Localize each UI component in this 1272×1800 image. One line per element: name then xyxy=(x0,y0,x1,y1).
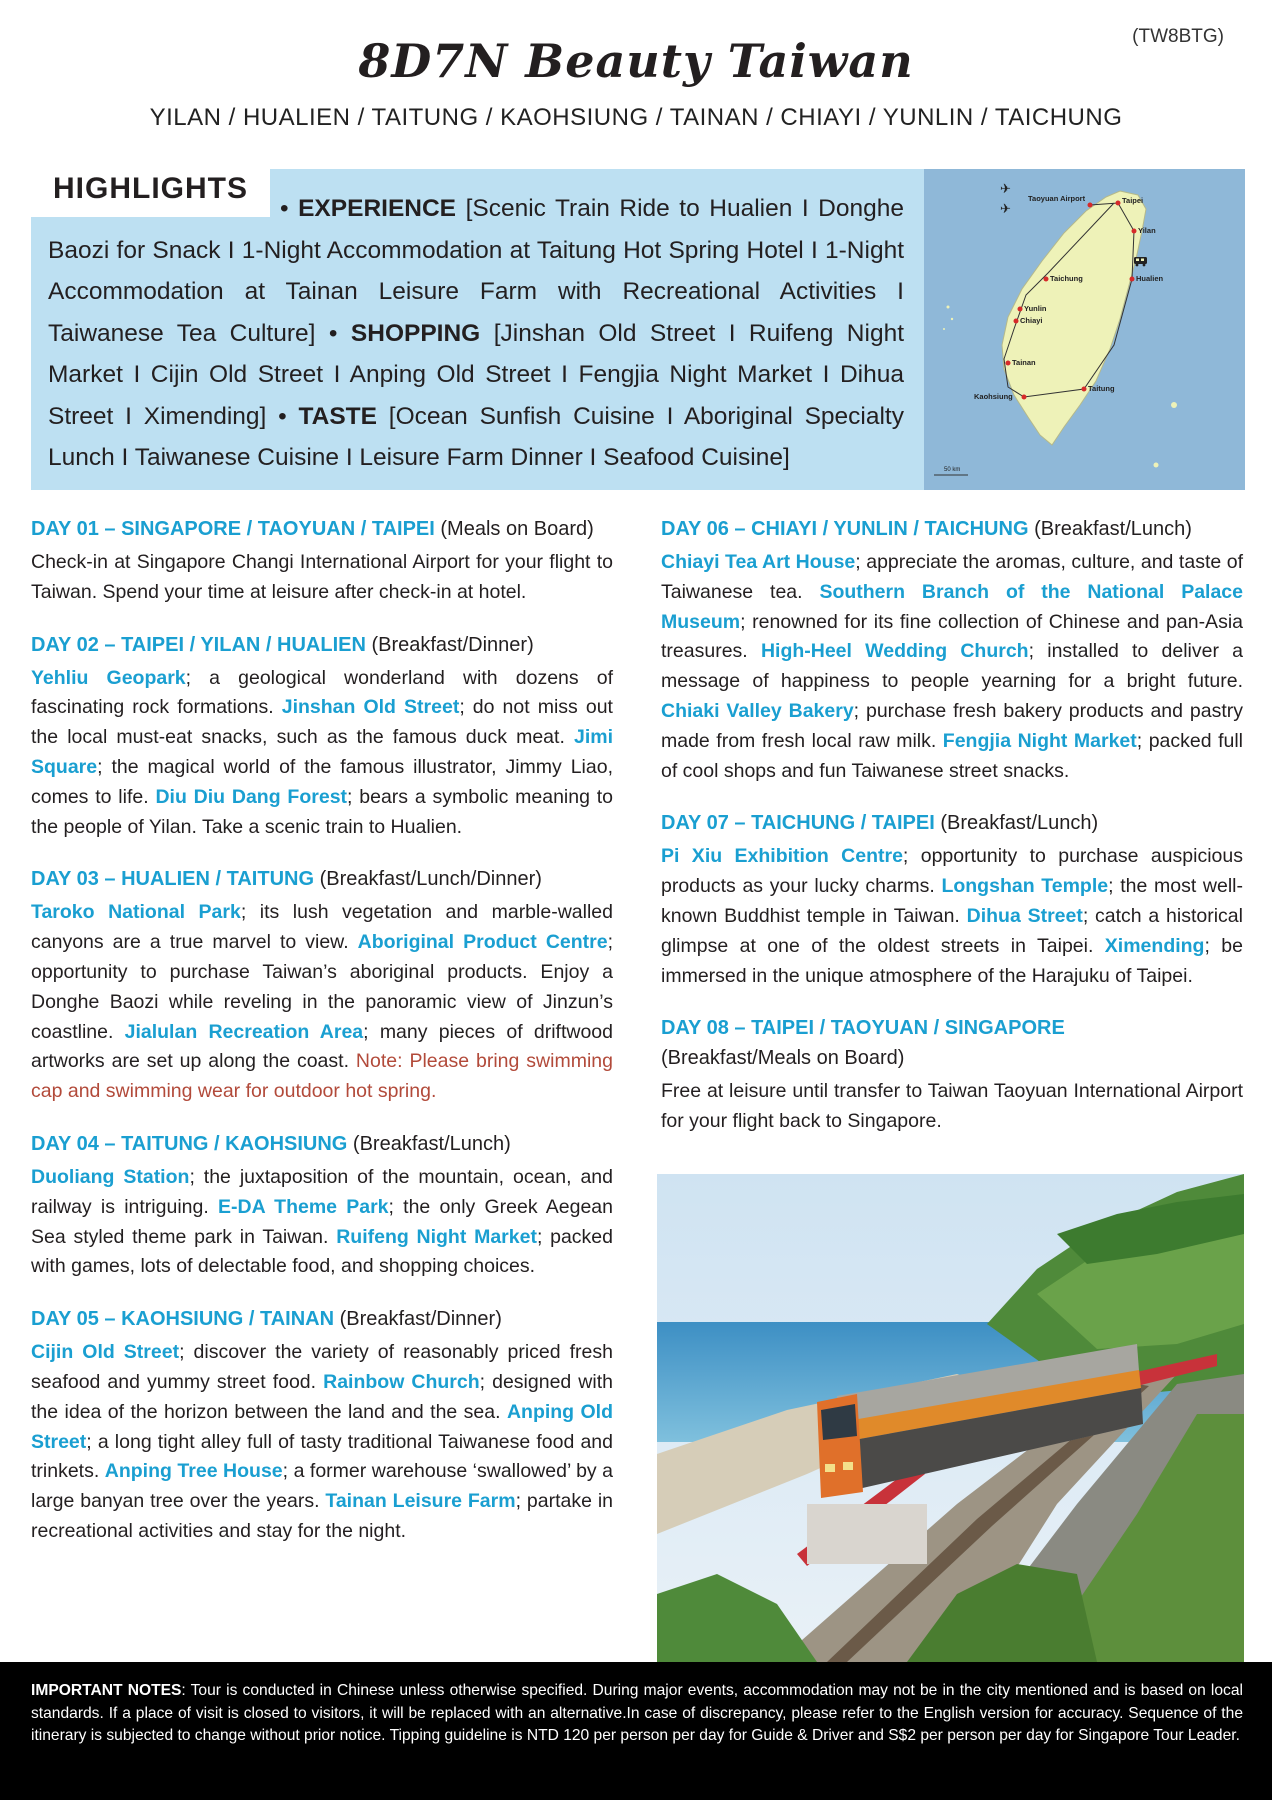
day-heading xyxy=(661,808,1243,838)
itinerary-left-column xyxy=(31,514,613,1551)
taste-text: [Ocean Sunfish Cuisine I Aboriginal Specialty Lunch I Taiwanese Cuisine I Leisure Farm Dinner I Seafood Cuisine] xyxy=(48,402,904,471)
place-text: ; purchase fresh bakery products and pastry made from fresh local raw milk. xyxy=(661,699,1243,752)
day-meals: (Breakfast/Lunch/Dinner) xyxy=(319,868,542,891)
day-08 xyxy=(661,1013,1243,1137)
tour-code: (TW8BTG) xyxy=(1132,26,1224,47)
day-meals: (Breakfast/Dinner) xyxy=(371,633,534,656)
place-text: ; a geological wonderland with dozens of fascinating rock formations. xyxy=(31,666,613,719)
map-label-taoyuan: Taoyuan Airport xyxy=(1028,194,1086,203)
day-meals: (Breakfast/Lunch) xyxy=(940,812,1099,835)
map-dot-chiayi xyxy=(1014,319,1019,324)
place-name: Pi Xiu Exhibition Centre xyxy=(661,845,903,868)
day-title: DAY 03 – HUALIEN / TAITUNG xyxy=(31,868,315,891)
place-name: Yehliu Geopark xyxy=(31,666,186,689)
map-label-yunlin: Yunlin xyxy=(1024,304,1047,313)
day-heading xyxy=(31,864,613,894)
day-04 xyxy=(31,1129,613,1282)
place-name: Fengjia Night Market xyxy=(942,729,1137,752)
place-text: ; opportunity to purchase auspicious products as your lucky charms. xyxy=(661,845,1243,898)
map-dot-yunlin xyxy=(1018,307,1023,312)
place-text: ; a long tight alley full of tasty traditional Taiwanese food and trinkets. xyxy=(31,1430,613,1483)
taiwan-route-map xyxy=(924,169,1245,490)
map-label-taitung: Taitung xyxy=(1088,384,1115,393)
map-dot-tainan xyxy=(1006,361,1011,366)
place-name: Longshan Temple xyxy=(941,875,1109,898)
place-text: ; its lush vegetation and marble-walled canyons are a true marvel to view. xyxy=(31,901,613,954)
day-title: DAY 07 – TAICHUNG / TAIPEI xyxy=(661,812,935,835)
day-01 xyxy=(31,514,613,608)
place-text: ; bears a symbolic meaning to the people of Yilan. Take a scenic train to Hualien. xyxy=(31,785,613,838)
place-name: Southern Branch of the National Palace Museum xyxy=(661,580,1243,633)
day-07 xyxy=(661,808,1243,991)
place-name: Jialulan Recreation Area xyxy=(124,1020,364,1043)
day-description xyxy=(661,842,1243,991)
place-text: ; designed with the idea of the horizon between the land and the sea. xyxy=(31,1370,613,1423)
place-text: ; do not miss out the local must-eat snacks, such as the famous duck meat. xyxy=(31,696,613,749)
day-heading xyxy=(31,514,613,544)
place-text: ; renowned for its fine collection of Chinese and pan-Asia treasures. xyxy=(661,610,1243,663)
place-text: ; the only Greek Aegean Sea styled theme park in Taiwan. xyxy=(31,1195,613,1248)
airplane-icon: ✈ xyxy=(1000,201,1011,216)
place-name: Chiaki Valley Bakery xyxy=(661,699,854,722)
place-text: ; packed with games, lots of delectable food, and shopping choices. xyxy=(31,1225,613,1278)
place-text: ; the magical world of the famous illustrator, Jimmy Liao, comes to life. xyxy=(31,755,613,808)
place-text: ; opportunity to purchase Taiwan’s aboriginal products. Enjoy a Donghe Baozi while reveling in the panoramic view of Jinzun’s coastline. xyxy=(31,931,614,1043)
day-description xyxy=(31,664,613,843)
map-dot-taichung xyxy=(1044,277,1049,282)
day-title: DAY 02 – TAIPEI / YILAN / HUALIEN xyxy=(31,633,366,656)
day-description xyxy=(661,548,1243,786)
map-label-kaohsiung: Kaohsiung xyxy=(974,392,1013,401)
hot-spring-note: Note: Please bring swimming cap and swimming wear for outdoor hot spring. xyxy=(31,1050,613,1103)
day-02 xyxy=(31,630,613,843)
day-05 xyxy=(31,1304,613,1547)
day-heading xyxy=(31,630,613,660)
day-description xyxy=(31,1338,613,1547)
shopping-label: SHOPPING xyxy=(350,319,481,347)
important-notes-label: IMPORTANT NOTES xyxy=(31,1682,182,1699)
shopping-text: [Jinshan Old Street I Ruifeng Night Market I Cijin Old Street I Anping Old Street I Fengjia Night Market I Dihua Street I Ximending] xyxy=(48,319,904,430)
experience-text: [Scenic Train Ride to Hualien I Donghe Baozi for Snack I 1-Night Accommodation at Taitung Hot Spring Hotel I 1-Night Accommodation at Tainan Leisure Farm with Recreational Activities I Taiwanese Tea Culture] xyxy=(48,195,904,347)
day-description xyxy=(31,1163,613,1282)
experience-label: EXPERIENCE xyxy=(298,195,457,222)
place-name: Jimi Square xyxy=(31,726,613,778)
map-dot-taipei xyxy=(1116,201,1121,206)
place-text: ; catch a historical glimpse at one of the oldest streets in Taipei. xyxy=(661,904,1243,957)
day-title: DAY 06 – CHIAYI / YUNLIN / TAICHUNG xyxy=(661,518,1029,540)
important-notes-text xyxy=(31,1680,1243,1748)
scenic-train-photo xyxy=(657,1174,1244,1662)
day-03 xyxy=(31,864,613,1107)
place-name: Taroko National Park xyxy=(31,901,241,924)
place-name: Chiayi Tea Art House xyxy=(661,551,856,573)
map-label-taipei: Taipei xyxy=(1122,196,1144,205)
place-text: ; installed to deliver a message of happiness to people yearning for a bright future. xyxy=(661,640,1244,693)
day-heading xyxy=(661,514,1243,544)
place-name: Diu Diu Dang Forest xyxy=(155,785,348,808)
map-dot-kaohsiung xyxy=(1022,395,1027,400)
place-text: ; the most well-known Buddhist temple in Taiwan. xyxy=(661,875,1243,927)
place-text: ; the juxtaposition of the mountain, ocean, and railway is intriguing. xyxy=(31,1165,614,1218)
day-description xyxy=(31,898,613,1107)
map-dot-yilan xyxy=(1132,229,1137,234)
airplane-icon: ✈ xyxy=(1000,181,1011,196)
day-description: Free at leisure until transfer to Taiwan Taoyuan International Airport for your flight back to Singapore. xyxy=(661,1080,1243,1133)
place-text: ; discover the variety of reasonably priced fresh seafood and yummy street food. xyxy=(31,1341,613,1393)
day-heading xyxy=(661,1013,1243,1073)
highlights-text: • EXPERIENCE [Scenic Train Ride to Hualien I Donghe Baozi for Snack I 1-Night Accommodation at Taitung Hot Spring Hotel I 1-Night Accommodation at Tainan Leisure Farm with Recreational Activities I Taiwanese Tea Culture] • SHOPPING [Jinshan Old Street I Ruifeng Night Market I Cijin Old Street I Anping Old Street I Fengjia Night Market I Dihua Street I Ximending] • TASTE [Ocean Sunfish Cuisine I Aboriginal Specialty Lunch I Taiwanese Cuisine I Leisure Farm Dinner I Seafood Cuisine] xyxy=(48,195,904,471)
day-06 xyxy=(661,514,1243,786)
place-text: ; be immersed in the unique atmosphere of the Harajuku of Taipei. xyxy=(661,934,1243,987)
day-title: DAY 08 – TAIPEI / TAOYUAN / SINGAPORE xyxy=(661,1017,1065,1040)
place-text: ; a former warehouse ‘swallowed’ by a large banyan tree over the years. xyxy=(31,1460,614,1513)
taste-label: TASTE xyxy=(298,402,377,430)
place-name: Jinshan Old Street xyxy=(281,696,460,719)
place-name: Ruifeng Night Market xyxy=(336,1225,537,1248)
day-title: DAY 01 – SINGAPORE / TAOYUAN / TAIPEI xyxy=(31,518,435,540)
place-name: Aboriginal Product Centre xyxy=(357,931,608,954)
important-notes-footer xyxy=(0,1662,1272,1800)
day-meals: (Meals on Board) xyxy=(440,518,594,540)
place-text: ; many pieces of driftwood artworks are set up along the coast. xyxy=(31,1020,613,1073)
itinerary-right-column xyxy=(661,514,1243,1141)
place-name: Rainbow Church xyxy=(323,1370,480,1393)
day-meals: (Breakfast/Meals on Board) xyxy=(661,1047,905,1070)
place-text: ; packed full of cool shops and fun Taiwanese street snacks. xyxy=(661,729,1244,782)
map-label-chiayi: Chiayi xyxy=(1020,316,1043,325)
day-heading xyxy=(31,1129,613,1159)
day-title: DAY 04 – TAITUNG / KAOHSIUNG xyxy=(31,1132,348,1155)
day-description: Check-in at Singapore Changi International Airport for your flight to Taiwan. Spend your time at leisure after check-in at hotel. xyxy=(31,551,613,603)
place-name: Anping Old Street xyxy=(31,1400,613,1453)
place-name: High-Heel Wedding Church xyxy=(760,640,1029,663)
day-meals: (Breakfast/Dinner) xyxy=(339,1308,502,1331)
place-name: Dihua Street xyxy=(966,904,1083,927)
place-name: Ximending xyxy=(1104,934,1205,957)
map-dot-taitung xyxy=(1082,387,1087,392)
highlights-title: HIGHLIGHTS xyxy=(53,172,248,205)
place-name: E-DA Theme Park xyxy=(218,1195,389,1218)
day-meals: (Breakfast/Lunch) xyxy=(1034,518,1192,540)
map-label-taichung: Taichung xyxy=(1050,274,1083,283)
map-label-tainan: Tainan xyxy=(1012,358,1036,367)
page-subtitle: YILAN / HUALIEN / TAITUNG / KAOHSIUNG / TAINAN / CHIAYI / YUNLIN / TAICHUNG xyxy=(149,104,1123,131)
place-text: ; appreciate the aromas, culture, and taste of Taiwanese tea. xyxy=(661,551,1243,603)
place-name: Duoliang Station xyxy=(31,1165,190,1188)
day-meals: (Breakfast/Lunch) xyxy=(352,1132,511,1155)
map-dot-taoyuan xyxy=(1088,203,1093,208)
place-name: Tainan Leisure Farm xyxy=(325,1490,516,1513)
map-label-yilan: Yilan xyxy=(1138,226,1156,235)
map-label-hualien: Hualien xyxy=(1136,274,1164,283)
place-name: Cijin Old Street xyxy=(31,1341,180,1364)
important-notes-body: : Tour is conducted in Chinese unless otherwise specified. During major events, accommodation may not be in the city mentioned and is based on local standards. If a place of visit is closed to visitors, it will be replaced with an alternative.In case of discrepancy, please refer to the English version for accuracy. Sequence of the itinerary is subjected to change without prior notice. Tipping guideline is NTD 120 per person per day for Guide & Driver and S$2 per person per day for Singapore Tour Leader. xyxy=(31,1682,1243,1744)
day-heading xyxy=(31,1304,613,1334)
map-scale-label: 50 km xyxy=(944,467,961,473)
place-text: ; partake in recreational activities and stay for the night. xyxy=(31,1490,613,1542)
map-dot-hualien xyxy=(1130,277,1135,282)
page-title: 8D7N Beauty Taiwan xyxy=(358,34,914,88)
day-title: DAY 05 – KAOHSIUNG / TAINAN xyxy=(31,1308,335,1331)
place-name: Anping Tree House xyxy=(104,1460,283,1483)
